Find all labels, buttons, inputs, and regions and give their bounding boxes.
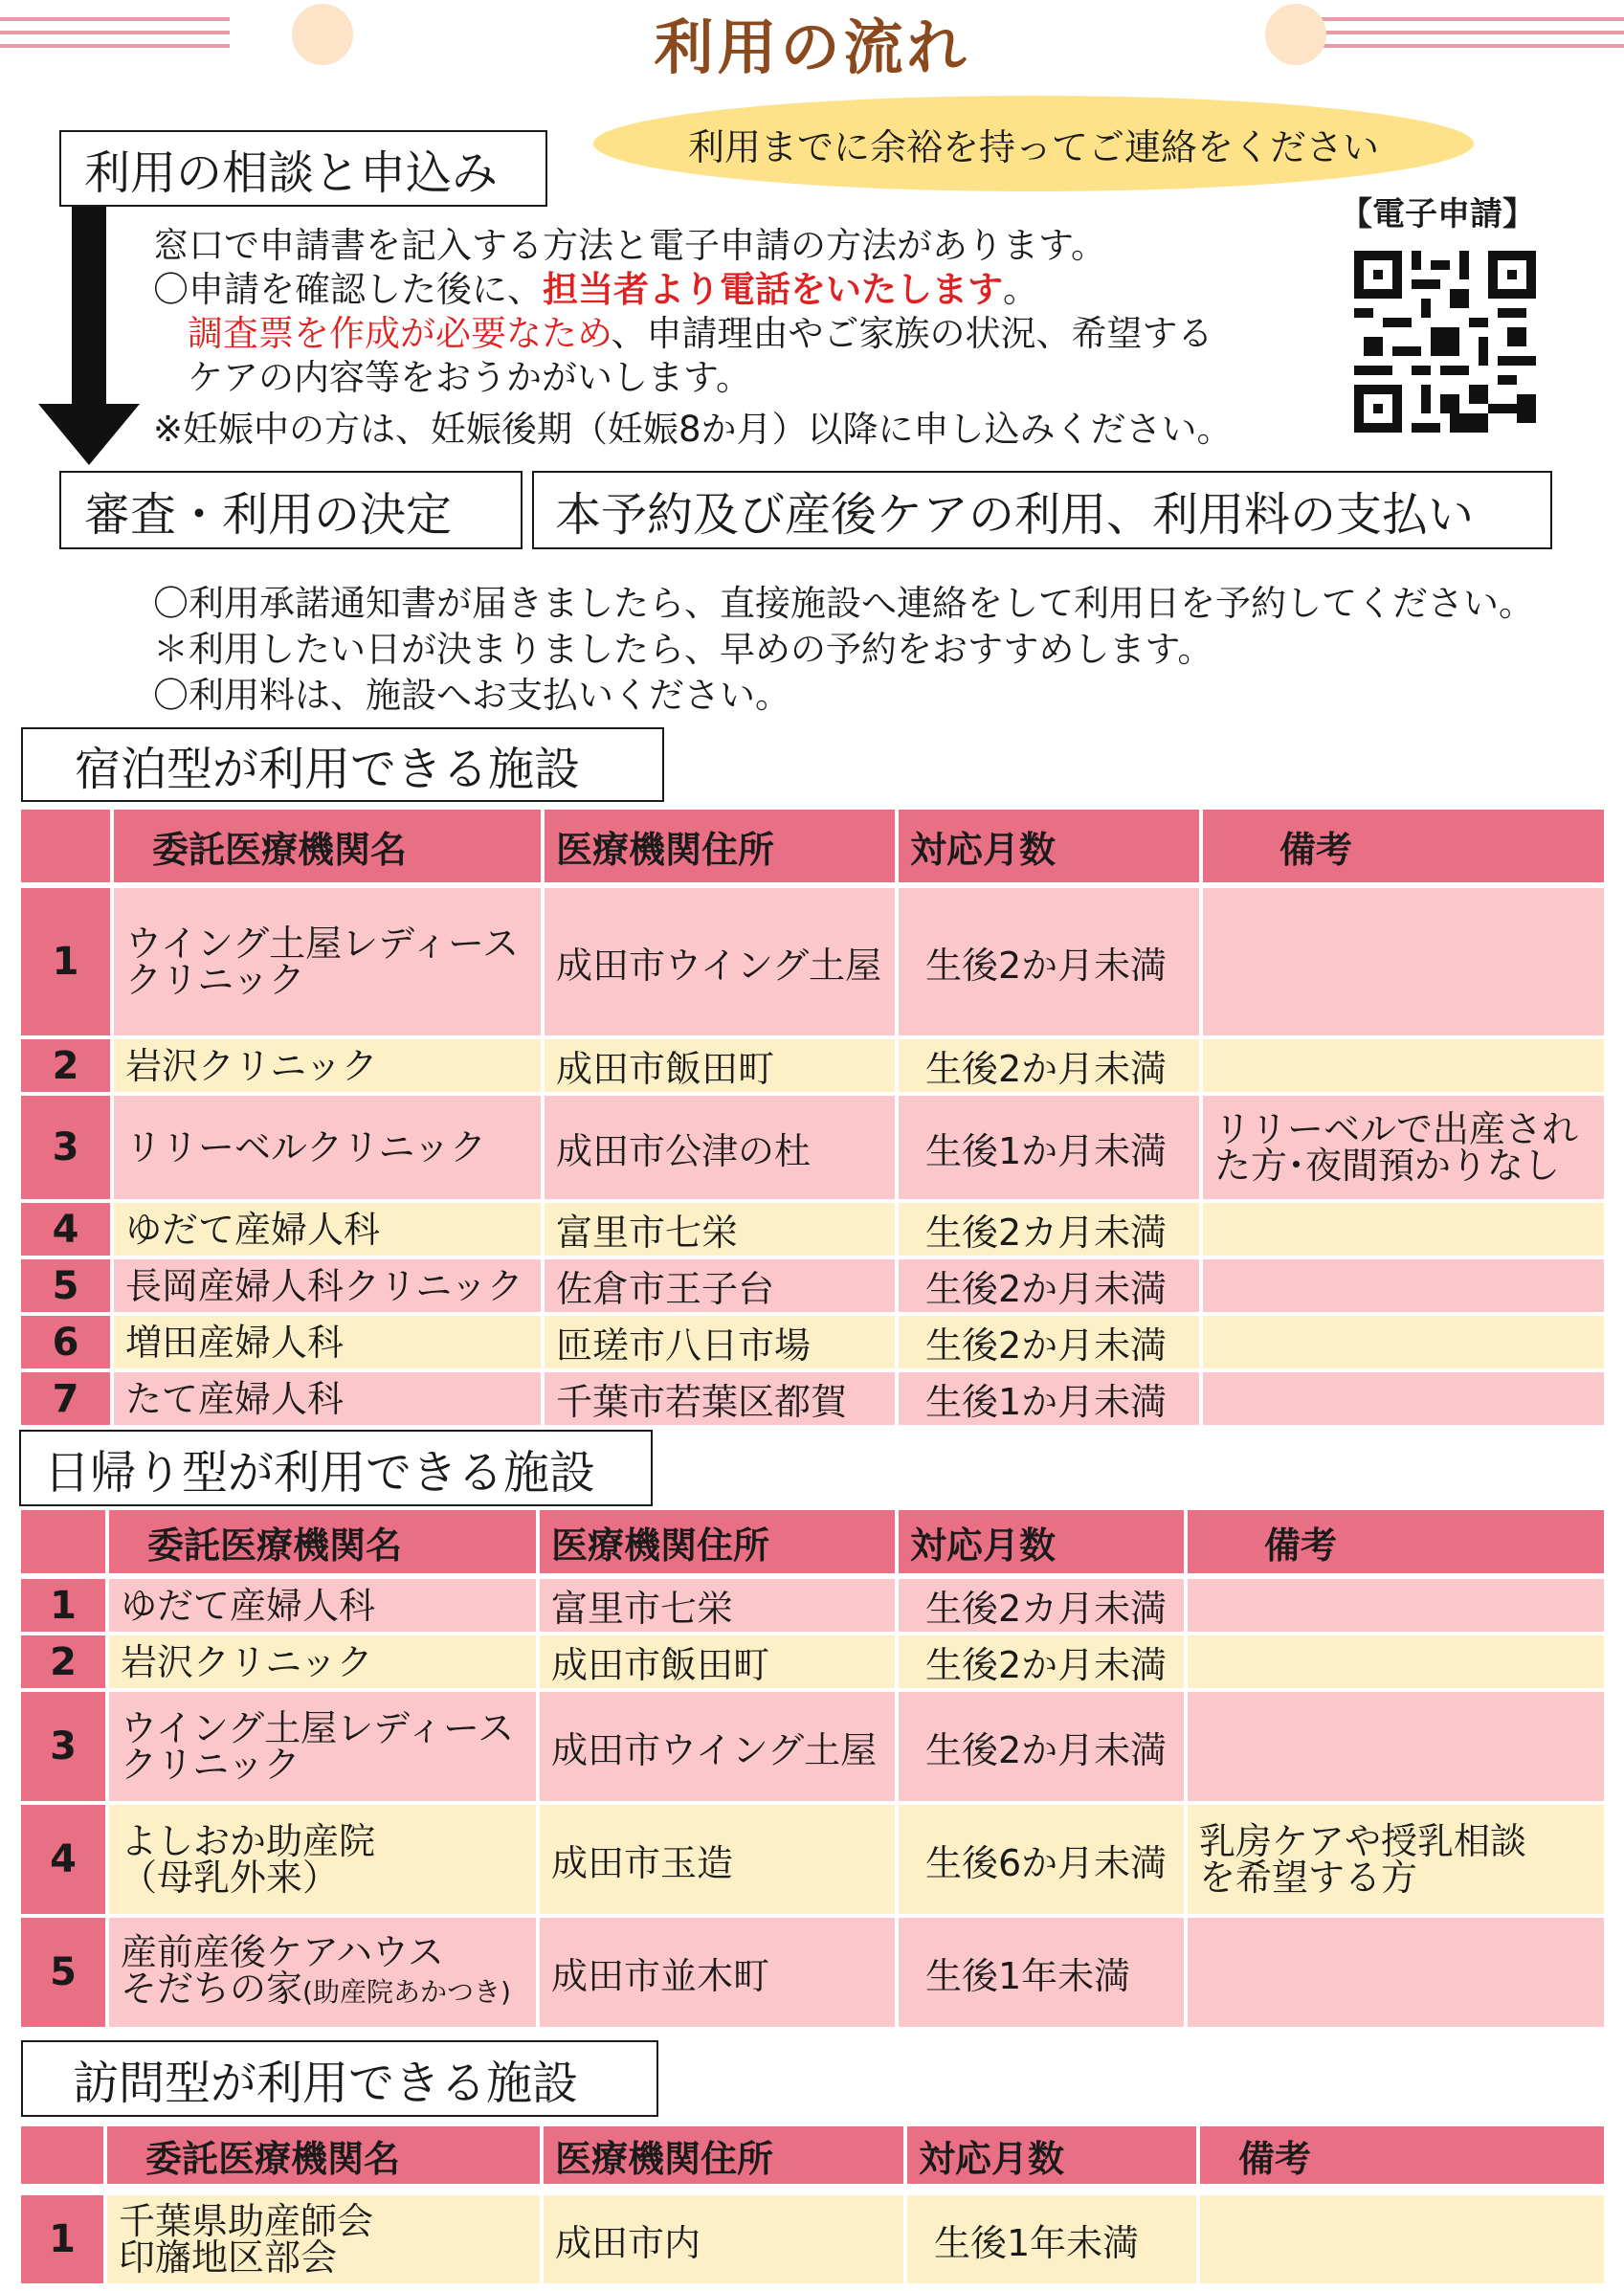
day-header-row [21,1510,1608,1577]
stay-row-name [114,1316,545,1372]
stay-row-name-line: ゆだて産婦人科 [125,1208,381,1251]
visit-table [21,2126,1608,2287]
day-row-name-line: 産前産後ケアハウス [121,1931,444,1973]
stay-row-address: 成田市公津の杜 [545,1096,899,1203]
stay-row-note [1203,1203,1608,1259]
stay-row-note [1203,1039,1608,1096]
notice-bubble [593,96,1474,191]
visit-header-months: 対応月数 [907,2126,1200,2188]
notice-text: 利用までに余裕を持ってご連絡をください [687,125,1379,168]
visit-row [21,2195,1608,2287]
day-header-address: 医療機関住所 [540,1510,899,1577]
stay-row-address: 富里市七栄 [545,1203,899,1259]
stay-row-number: 4 [21,1203,114,1259]
step1-line5: ※妊娠中の方は、妊娠後期（妊娠8か月）以降に申し込みください。 [153,409,1233,450]
stay-row [21,1259,1608,1316]
day-row-name [109,1692,540,1805]
stay-row-name-line: 長岡産婦人科クリニック [125,1264,523,1307]
day-row-address: 成田市玉造 [540,1805,899,1918]
step2-line1: 〇利用承諾通知書が届きましたら、直接施設へ連絡をして利用日を予約してください。 [153,583,1534,624]
day-row-number: 1 [21,1579,109,1635]
step1-heading [59,130,547,207]
day-row-name-line [121,1970,524,2011]
visit-row-name-line: 印旛地区部会 [119,2236,338,2279]
day-row [21,1805,1608,1918]
step3-heading [532,471,1552,549]
stay-header-months: 対応月数 [899,810,1203,886]
day-header-months: 対応月数 [899,1510,1188,1577]
step2-line2: ＊利用したい日が決まりましたら、早めの予約をおすすめします。 [153,629,1213,670]
stay-row [21,1372,1608,1429]
stay-row-name-line: たて産婦人科 [125,1377,345,1420]
stay-heading [21,727,664,802]
stay-row-name-line: リリーベルクリニック [125,1126,486,1168]
day-table [21,1510,1608,2031]
step1-line1: 窓口で申請書を記入する方法と電子申請の方法があります。 [153,225,1107,266]
day-row-note [1188,1579,1608,1635]
day-row-address: 成田市並木町 [540,1918,899,2031]
day-row-name [109,1579,540,1635]
visit-row-note [1200,2195,1608,2287]
stay-header-row [21,810,1608,886]
day-row-months: 生後1年未満 [899,1918,1188,2031]
stay-row [21,1203,1608,1259]
stay-row [21,1039,1608,1096]
stay-row-months: 生後2カ月未満 [899,1203,1203,1259]
stay-row-number: 5 [21,1259,114,1316]
step1-line3-b: 、申請理由やご家族の状況、希望する [611,313,1213,354]
stay-row [21,888,1608,1039]
stay-row-name-line: 増田産婦人科 [125,1321,345,1364]
day-row [21,1579,1608,1635]
visit-header-address: 医療機関住所 [544,2126,907,2188]
visit-row-months: 生後1年未満 [907,2195,1200,2287]
day-row-address: 富里市七栄 [540,1579,899,1635]
day-row-number: 2 [21,1635,109,1692]
visit-header-no [21,2126,107,2188]
stay-row-number: 3 [21,1096,114,1203]
day-row-months: 生後2か月未満 [899,1692,1188,1805]
visit-header-note: 備考 [1200,2126,1608,2188]
day-row [21,1692,1608,1805]
step1-heading-text: 利用の相談と申込み [84,145,499,200]
day-header-name: 委託医療機関名 [109,1510,540,1577]
stay-row-address: 匝瑳市八日市場 [545,1316,899,1372]
day-row-note [1188,1692,1608,1805]
visit-row-name [107,2195,544,2287]
visit-row-address: 成田市内 [544,2195,907,2287]
day-row-name-line: ウイング土屋レディース [121,1707,515,1749]
stay-row-name-line: クリニック [125,959,305,1001]
day-row-name-line: クリニック [121,1744,300,1786]
day-row-number: 3 [21,1692,109,1805]
day-row-name-line: ゆだて産婦人科 [121,1584,376,1627]
day-row-note [1188,1805,1608,1918]
stay-row-name-line: 岩沢クリニック [125,1044,378,1087]
stay-row-name [114,1039,545,1096]
step2-heading-text: 審査・利用の決定 [84,487,453,542]
step2-line3: 〇利用料は、施設へお支払いください。 [153,675,790,716]
step1-line2-red: 担当者より電話をいたします [543,269,1003,310]
day-row-note-line: を希望する方 [1199,1857,1418,1899]
day-row [21,1918,1608,2031]
flow-arrow-icon [38,207,144,469]
day-heading [19,1430,653,1506]
stay-table [21,810,1608,1429]
step2-heading [59,471,523,549]
stay-row-address: 千葉市若葉区都賀 [545,1372,899,1429]
stay-header-no [21,810,114,886]
day-row-name-line: 岩沢クリニック [121,1640,373,1683]
stay-heading-text: 宿泊型が利用できる施設 [75,742,581,796]
day-row-number: 5 [21,1918,109,2031]
stay-row-name [114,1203,545,1259]
stay-row-address: 成田市ウイング土屋 [545,888,899,1039]
stay-row [21,1316,1608,1372]
day-row [21,1635,1608,1692]
stay-row-months: 生後1か月未満 [899,1096,1203,1203]
day-row-name [109,1805,540,1918]
day-row-months: 生後6か月未満 [899,1805,1188,1918]
visit-heading [21,2040,658,2117]
day-header-note: 備考 [1188,1510,1608,1577]
stay-row-months: 生後2か月未満 [899,1259,1203,1316]
step3-heading-text: 本予約及び産後ケアの利用、利用料の支払い [555,487,1475,542]
stay-row-months: 生後2か月未満 [899,888,1203,1039]
day-heading-text: 日帰り型が利用できる施設 [44,1445,596,1500]
day-row-name-line: よしおか助産院 [121,1820,376,1862]
day-row-number: 4 [21,1805,109,1918]
stay-header-address: 医療機関住所 [545,810,899,886]
visit-heading-text: 訪問型が利用できる施設 [73,2056,579,2110]
qr-code-icon[interactable] [1354,251,1536,433]
step1-line2-a: 〇申請を確認した後に、 [153,269,543,310]
visit-header-row [21,2126,1608,2188]
day-row-note [1188,1918,1608,2031]
stay-row-address: 成田市飯田町 [545,1039,899,1096]
stay-row-number: 1 [21,888,114,1039]
stay-row-number: 7 [21,1372,114,1429]
stay-row-months: 生後2か月未満 [899,1316,1203,1372]
stay-row-name [114,1096,545,1203]
visit-spacer-row [21,2188,1608,2195]
stay-row [21,1096,1608,1203]
day-row-name-small: (助産院あかつき) [302,1976,511,2008]
step1-line3-red: 調査票を作成が必要なため [188,313,612,354]
stay-row-name [114,1259,545,1316]
day-row-months: 生後2か月未満 [899,1635,1188,1692]
stay-row-note-line: リリーベルで出産され [1214,1108,1579,1150]
day-header-no [21,1510,109,1577]
day-row-note-line: 乳房ケアや授乳相談 [1199,1820,1527,1862]
stay-header-note: 備考 [1203,810,1608,886]
day-row-note [1188,1635,1608,1692]
day-row-months: 生後2カ月未満 [899,1579,1188,1635]
day-row-name-line: （母乳外来） [121,1857,340,1899]
stay-row-name-line: ウイング土屋レディース [125,923,520,965]
stay-row-number: 6 [21,1316,114,1372]
day-row-name [109,1635,540,1692]
stay-row-note [1203,1372,1608,1429]
day-row-address: 成田市ウイング土屋 [540,1692,899,1805]
visit-row-name-line: 千葉県助産師会 [119,2200,374,2242]
stay-row-note [1203,1259,1608,1316]
qr-label: 【電子申請】 [1340,195,1535,234]
step1-line4: ケアの内容等をおうかがいします。 [188,357,752,398]
stay-row-note [1203,1096,1608,1203]
day-row-address: 成田市飯田町 [540,1635,899,1692]
stay-header-name: 委託医療機関名 [114,810,545,886]
stay-row-name [114,888,545,1039]
stay-row-name [114,1372,545,1429]
stay-row-address: 佐倉市王子台 [545,1259,899,1316]
stay-row-note-line: た方･夜間預かりなし [1214,1145,1561,1187]
day-row-name [109,1918,540,2031]
stay-row-number: 2 [21,1039,114,1096]
day-row-name-line-text: そだちの家 [121,1968,303,2010]
stay-row-note [1203,888,1608,1039]
step1-line2-b: 。 [1003,269,1038,310]
page-title: 利用の流れ [654,12,970,82]
stay-row-months: 生後2か月未満 [899,1039,1203,1096]
visit-header-name: 委託医療機関名 [107,2126,544,2188]
stay-row-months: 生後1か月未満 [899,1372,1203,1429]
stay-row-note [1203,1316,1608,1372]
visit-row-number: 1 [21,2195,107,2287]
